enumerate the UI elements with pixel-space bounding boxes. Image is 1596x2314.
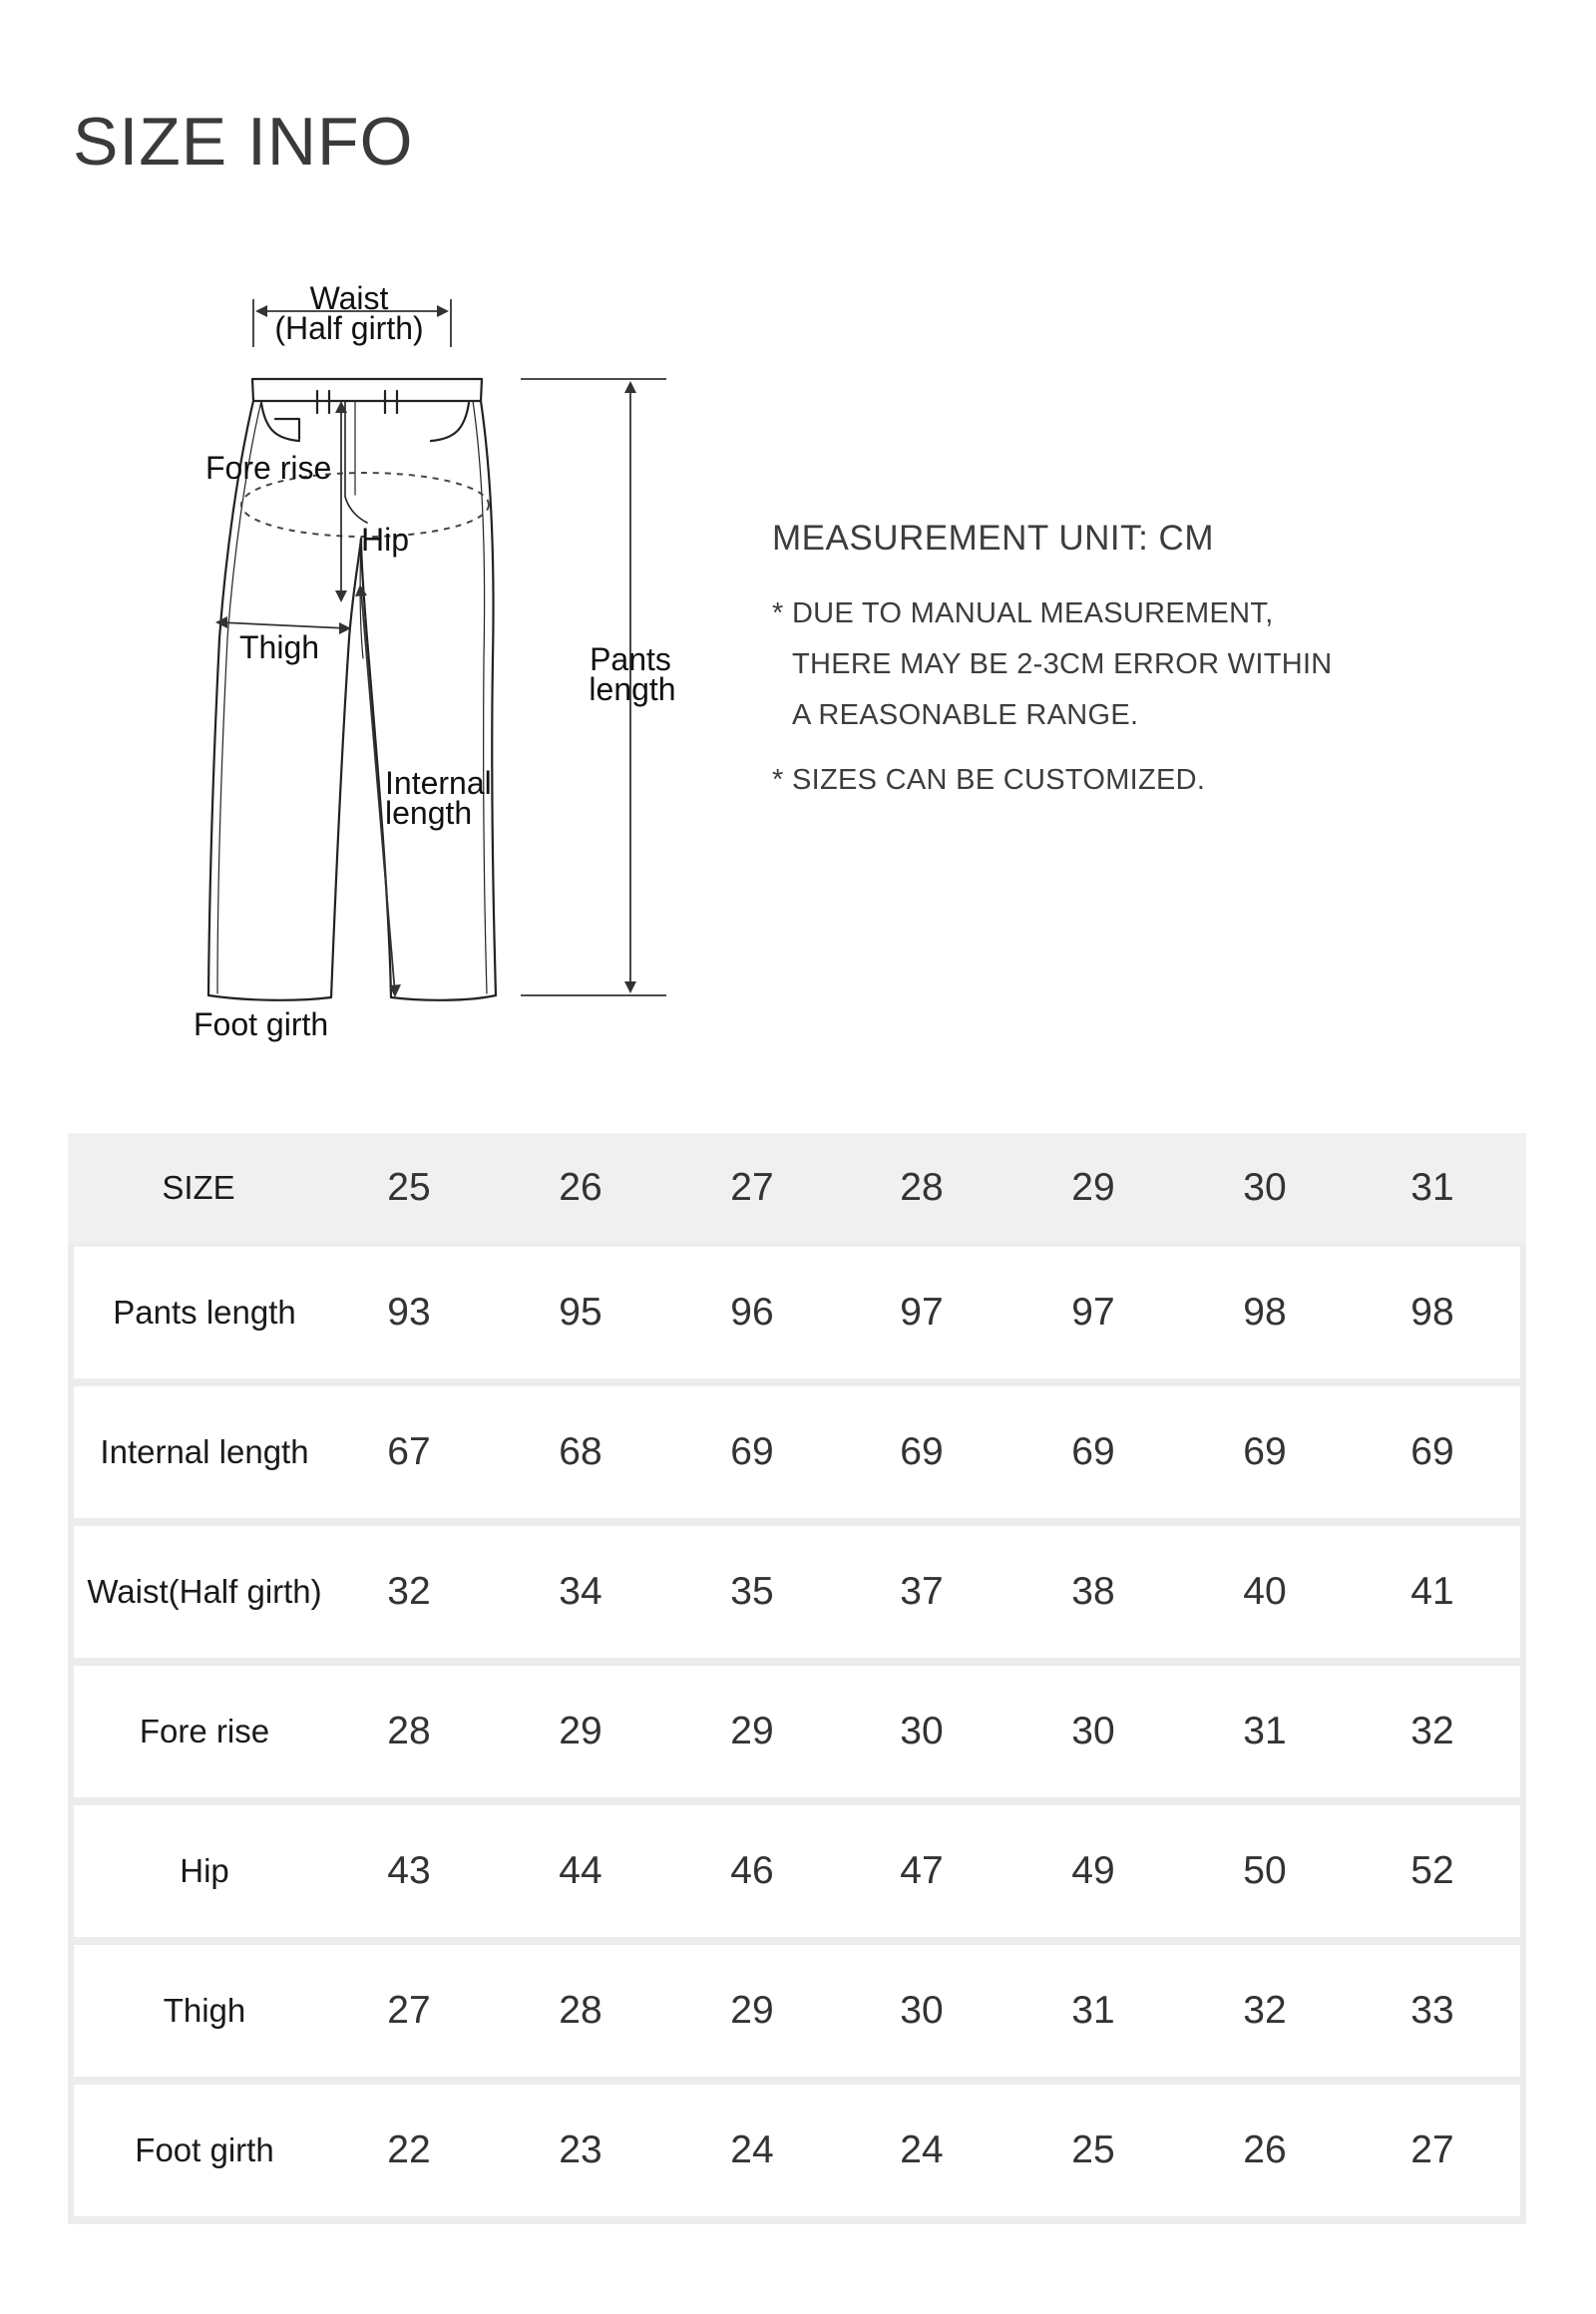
- table-cell: 50: [1243, 1849, 1287, 1892]
- label-foot-girth: Foot girth: [194, 1006, 329, 1042]
- row-label: Pants length: [113, 1294, 296, 1331]
- table-cell: 98: [1410, 1291, 1454, 1334]
- size-table: [68, 1133, 1526, 2224]
- size-column-header: 28: [900, 1166, 944, 1209]
- table-cell: 40: [1243, 1570, 1287, 1613]
- table-cell: 28: [387, 1710, 431, 1752]
- table-cell: 32: [1243, 1989, 1287, 2032]
- table-row: [74, 1666, 1520, 1797]
- table-cell: 69: [900, 1430, 944, 1473]
- table-cell: 93: [387, 1291, 431, 1334]
- table-row: [74, 1526, 1520, 1658]
- note-customized: * SIZES CAN BE CUSTOMIZED.: [772, 764, 1206, 796]
- size-column-header: 29: [1071, 1166, 1115, 1209]
- size-column-header: 26: [559, 1166, 602, 1209]
- table-cell: 29: [730, 1989, 774, 2032]
- table-row: [74, 1247, 1520, 1378]
- page-title: SIZE INFO: [73, 104, 414, 180]
- label-pants-length: length: [589, 671, 676, 707]
- table-cell: 98: [1243, 1291, 1287, 1334]
- table-cell: 33: [1410, 1989, 1454, 2032]
- table-cell: 34: [559, 1570, 602, 1613]
- table-cell: 29: [730, 1710, 774, 1752]
- table-header-size: SIZE: [162, 1169, 235, 1206]
- table-cell: 67: [387, 1430, 431, 1473]
- note-line: A REASONABLE RANGE.: [792, 699, 1139, 731]
- table-cell: 44: [559, 1849, 602, 1892]
- table-cell: 26: [1243, 2128, 1287, 2171]
- label-waist: Waist: [309, 280, 389, 316]
- label-waist-half-girth: (Half girth): [274, 310, 424, 346]
- table-cell: 31: [1243, 1710, 1287, 1752]
- row-label: Internal length: [100, 1433, 309, 1470]
- size-column-header: 30: [1243, 1166, 1287, 1209]
- table-cell: 29: [559, 1710, 602, 1752]
- table-cell: 69: [1071, 1430, 1115, 1473]
- table-cell: 69: [1243, 1430, 1287, 1473]
- note-manual-measurement: [772, 588, 1530, 741]
- measurement-unit: MEASUREMENT UNIT: CM: [772, 519, 1214, 558]
- table-cell: 30: [900, 1989, 944, 2032]
- table-cell: 24: [900, 2128, 944, 2171]
- table-cell: 23: [559, 2128, 602, 2171]
- table-cell: 27: [1410, 2128, 1454, 2171]
- table-cell: 22: [387, 2128, 431, 2171]
- row-label: Foot girth: [135, 2131, 274, 2168]
- row-label: Hip: [180, 1852, 229, 1889]
- table-row: [74, 1805, 1520, 1937]
- table-cell: 28: [559, 1989, 602, 2032]
- table-cell: 32: [1410, 1710, 1454, 1752]
- table-cell: 32: [387, 1570, 431, 1613]
- table-cell: 69: [730, 1430, 774, 1473]
- table-cell: 95: [559, 1291, 602, 1334]
- label-internal: Internal: [385, 765, 492, 801]
- size-column-header: 25: [387, 1166, 431, 1209]
- table-row: [74, 1945, 1520, 2077]
- note-line: * DUE TO MANUAL MEASUREMENT,: [772, 597, 1274, 629]
- table-cell: 97: [900, 1291, 944, 1334]
- table-cell: 97: [1071, 1291, 1115, 1334]
- table-cell: 69: [1410, 1430, 1454, 1473]
- measurement-info: [772, 519, 1530, 820]
- table-row: [74, 2085, 1520, 2216]
- table-cell: 30: [900, 1710, 944, 1752]
- table-cell: 68: [559, 1430, 602, 1473]
- table-cell: 52: [1410, 1849, 1454, 1892]
- table-cell: 30: [1071, 1710, 1115, 1752]
- table-cell: 47: [900, 1849, 944, 1892]
- size-column-header: 27: [730, 1166, 774, 1209]
- label-pants: Pants: [590, 641, 671, 677]
- table-cell: 38: [1071, 1570, 1115, 1613]
- table-header-row: [68, 1133, 1526, 1243]
- size-column-header: 31: [1410, 1166, 1454, 1209]
- table-cell: 31: [1071, 1989, 1115, 2032]
- table-cell: 41: [1410, 1570, 1454, 1613]
- table-cell: 24: [730, 2128, 774, 2171]
- label-fore-rise: Fore rise: [205, 450, 332, 486]
- table-cell: 49: [1071, 1849, 1115, 1892]
- row-label: Thigh: [163, 1992, 246, 2029]
- table-cell: 35: [730, 1570, 774, 1613]
- row-label: Waist(Half girth): [87, 1573, 322, 1610]
- note-line: THERE MAY BE 2-3CM ERROR WITHIN: [792, 648, 1333, 680]
- label-hip: Hip: [361, 522, 410, 558]
- table-cell: 25: [1071, 2128, 1115, 2171]
- table-cell: 37: [900, 1570, 944, 1613]
- table-cell: 46: [730, 1849, 774, 1892]
- table-cell: 27: [387, 1989, 431, 2032]
- row-label: Fore rise: [139, 1713, 270, 1749]
- table-row: [74, 1386, 1520, 1518]
- label-thigh: Thigh: [239, 629, 320, 665]
- label-internal-length: length: [385, 795, 473, 831]
- table-cell: 43: [387, 1849, 431, 1892]
- table-cell: 96: [730, 1291, 774, 1334]
